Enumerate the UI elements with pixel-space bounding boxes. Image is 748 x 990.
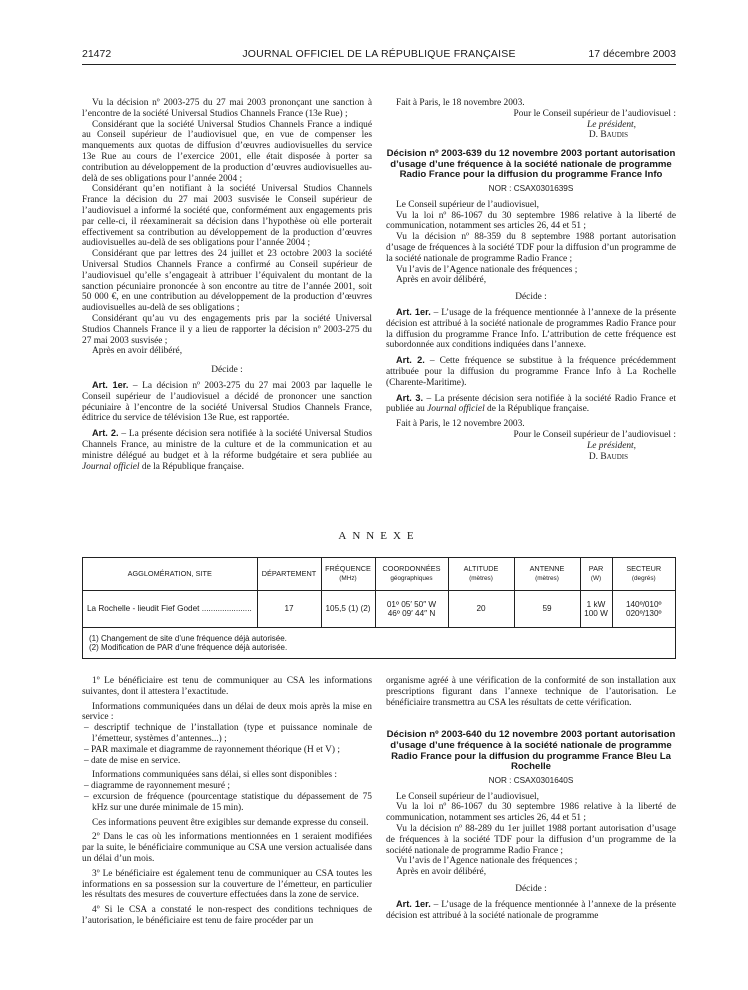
paragraph: Vu l’avis de l’Agence nationale des fréquences ;: [396, 264, 578, 275]
article-1: Art. 1er. – La décision nº 2003-275 du 27 mai 2003 par laquelle le Conseil supérieur de l’audiovisuel a décidé de prononcer une sanction pécuniaire à l’encontre de la société Universal Studios Channels France, éditrice du service de télévision 13e Rue, est rapportée.: [82, 379, 372, 424]
col-header-par: PAR (W): [580, 558, 612, 591]
right-column-top: [386, 98, 676, 462]
cell-site: La Rochelle - lieudit Fief Godet ......................: [83, 591, 257, 628]
article-1: Art. 1er. – L’usage de la fréquence mentionnée à l’annexe de la présente décision est attribué à la société nationale de programmes Radio France pour la diffusion du programme France Info. L’attribution de cette fréquence est subordonnée aux conditions indiquées dans l’annexe.: [386, 306, 676, 351]
president-title: Le président,: [587, 119, 636, 130]
article-label: Art. 2.: [396, 355, 425, 366]
page-number: 21472: [82, 48, 112, 60]
left-column-top: [82, 98, 372, 472]
article-label: Art. 1er.: [92, 379, 129, 390]
list-item: – descriptif technique de l’installation (type et puissance nominale de l’émetteur, systèmes d’antennes...) ;: [84, 723, 372, 744]
page-header: [82, 48, 676, 62]
cell-sect: 140º/010º 020º/130º: [625, 599, 662, 618]
paragraph: Vu l’avis de l’Agence nationale des fréquences ;: [396, 856, 578, 867]
paragraph: 1º Le bénéficiaire est tenu de communiquer au CSA les informations suivantes, dont il attestera l’exactitude.: [82, 676, 372, 697]
article-3: Art. 3. – La présente décision sera notifiée à la société Radio France et publiée au Journal officiel de la République française.: [386, 392, 676, 415]
paragraph: Considérant que la société Universal Studios Channels France a indiqué au Conseil supérieur de l’audiovisuel que, en vue de compenser les manquements aux quotas de diffusion d’œuvres audiovisuelles du service 13e Rue au cours de l’exercice 2001, elle était disposée à porter sa contribution au développement de la production d’œuvres audiovisuelles au-delà de ses obligations pour l’année 2004 ;: [82, 119, 372, 184]
paragraph: Le Conseil supérieur de l’audiovisuel,: [396, 791, 539, 802]
decide-heading: Décide :: [515, 883, 547, 894]
annexe-title: ANNEXE: [338, 530, 420, 542]
paragraph: Après en avoir délibéré,: [92, 346, 183, 357]
journal-title: JOURNAL OFFICIEL DE LA RÉPUBLIQUE FRANÇAISE: [242, 48, 516, 60]
article-1: Art. 1er. – L’usage de la fréquence mentionnée à l’annexe de la présente décision est attribué à la société nationale de programme: [386, 898, 676, 921]
table-header-row: [83, 558, 675, 591]
fait-a-paris: Fait à Paris, le 12 novembre 2003.: [396, 419, 525, 430]
nor-reference: NOR : CSAX0301640S: [488, 775, 574, 785]
signature-name: D. Baudis: [588, 130, 628, 141]
decision-title: Décision nº 2003-640 du 12 novembre 2003 portant autorisation d’usage d’une fréquence à la société nationale de programme Radio France pour la diffusion du programme France Bleu La Rochelle: [386, 729, 676, 773]
issue-date: 17 décembre 2003: [588, 48, 676, 60]
list-item: – PAR maximale et diagramme de rayonnement théorique (H et V) ;: [84, 744, 340, 755]
fait-a-paris: Fait à Paris, le 18 novembre 2003.: [396, 98, 525, 108]
decide-heading: Décide :: [515, 292, 547, 303]
cell-coord: 01º 05′ 50″ W 46º 09′ 44″ N: [375, 591, 448, 628]
cell-par: 1 kW 100 W: [580, 591, 612, 628]
paragraph: Vu la décision nº 88-359 du 8 septembre 1988 portant autorisation d’usage de fréquences à la société TDF pour la diffusion d’un programme de la société nationale de programme Radio France ;: [386, 232, 676, 264]
list-item: – excursion de fréquence (pourcentage statistique du dépassement de 75 kHz sur une durée minimale de 15 min).: [84, 791, 372, 813]
col-header-sect: SECTEUR (degrés): [612, 558, 675, 591]
paragraph: Après en avoir délibéré,: [396, 275, 487, 286]
left-column-bottom: [82, 676, 372, 927]
right-column-bottom: [386, 676, 676, 921]
article-2: Art. 2. – La présente décision sera notifiée à la société Universal Studios Channels France, au ministre de la culture et de la communication et au ministre délégué au budget et à la réforme budgétaire et sera publiée au Journal officiel de la République française.: [82, 428, 372, 472]
list-item: – diagramme de rayonnement mesuré ;: [84, 781, 231, 792]
paragraph: Après en avoir délibéré,: [396, 867, 487, 878]
article-label: Art. 3.: [396, 392, 424, 403]
paragraph: Informations communiquées dans un délai de deux mois après la mise en service :: [82, 701, 372, 723]
nor-reference: NOR : CSAX0301639S: [488, 183, 574, 193]
cell-ant: 59: [514, 591, 580, 628]
paragraph: Vu la décision nº 88-289 du 1er juillet 1988 portant autorisation d’usage de fréquences à la société TDF pour la diffusion d’un programme de la société nationale de programme Radio France ;: [386, 823, 676, 856]
decision-title: Décision nº 2003-639 du 12 novembre 2003 portant autorisation d’usage d’une fréquence à la société nationale de programme Radio France pour la diffusion du programme France Info: [386, 148, 676, 181]
paragraph: Considérant qu’au vu des engagements pris par la société Universal Studios Channels France il y a lieu de rapporter la décision nº 2003-275 du 27 mai 2003 susvisée ;: [82, 313, 372, 346]
col-header-ant: ANTENNE (mètres): [514, 558, 580, 591]
col-header-freq: FRÉQUENCE (MHz): [321, 558, 375, 591]
paragraph: Vu la loi nº 86-1067 du 30 septembre 1986 relative à la liberté de communication, notamment ses articles 26, 44 et 51 ;: [386, 210, 676, 232]
article-2: Art. 2. – Cette fréquence se substitue à la fréquence précédemment attribuée pour la diffusion du programme France Info à La Rochelle (Charente-Maritime).: [386, 355, 676, 388]
signature-name: D. Baudis: [588, 451, 628, 462]
col-header-coord: COORDONNÉES géographiques: [375, 558, 448, 591]
list-item: – date de mise en service.: [84, 755, 181, 766]
paragraph: Informations communiquées sans délai, si elles sont disponibles :: [92, 770, 338, 781]
paragraph: Le Conseil supérieur de l’audiovisuel,: [396, 199, 539, 210]
paragraph: 4º Si le CSA a constaté le non-respect des conditions techniques de l’autorisation, le bénéficiaire est tenu de faire procéder par un: [82, 905, 372, 926]
annexe-table: [82, 557, 676, 659]
article-label: Art. 1er.: [396, 306, 431, 317]
article-label: Art. 2.: [92, 428, 119, 439]
paragraph: Considérant qu’en notifiant à la société Universal Studios Channels France la décision du 27 mai 2003 susvisée le Conseil supérieur de l’audiovisuel a informé la société que, conformément aux engagements pris par celle-ci, il réexaminerait sa décision dans l’hypothèse où elle porterait effectivement sa contribution au développement de la production d’œuvres audiovisuelles au-delà de ses obligations pour l’année 2004 ;: [82, 184, 372, 249]
paragraph: organisme agréé à une vérification de la conformité de son installation aux prescriptions figurant dans l’annexe technique de l’autorisation. Le bénéficiaire transmettra au CSA les résultats de cette vérification.: [386, 676, 676, 708]
signature-block-title: Pour le Conseil supérieur de l’audiovisuel :: [513, 108, 676, 119]
signature-block-title: Pour le Conseil supérieur de l’audiovisuel :: [513, 429, 676, 440]
decide-heading: Décide :: [211, 365, 243, 376]
col-header-alt: ALTITUDE (mètres): [448, 558, 514, 591]
paragraph: Vu la décision nº 2003-275 du 27 mai 2003 prononçant une sanction à l’encontre de la société Universal Studios Channels France (13e Rue) ;: [82, 98, 372, 119]
header-rule: [82, 64, 676, 65]
paragraph: Considérant que par lettres des 24 juillet et 23 octobre 2003 la société Universal Studios Channels France a confirmé au Conseil supérieur de l’audiovisuel qu’elle s’engageait à attribuer l’équivalent du montant de la sanction pécuniaire prononcée à son encontre au titre de l’année 2001, soit 50 000 €, en une contribution au développement de la production d’œuvres audiovisuelles au-delà de ses obligations ;: [82, 249, 372, 314]
paragraph: Vu la loi nº 86-1067 du 30 septembre 1986 relative à la liberté de communication, notamment ses articles 26, 44 et 51 ;: [386, 802, 676, 824]
cell-dept: 17: [257, 591, 321, 628]
article-label: Art. 1er.: [396, 898, 431, 909]
table-notes: [89, 634, 287, 653]
cell-alt: 20: [448, 591, 514, 628]
col-header-site: AGGLOMÉRATION, SITE: [83, 558, 257, 591]
note-1: (1) Changement de site d’une fréquence déjà autorisée.: [89, 634, 287, 643]
col-header-dept: DÉPARTEMENT: [257, 558, 321, 591]
table-row: [83, 591, 675, 628]
paragraph: 2º Dans le cas où les informations mentionnées en 1 seraient modifiées par la suite, le bénéficiaire communique au CSA une version actualisée dans un délai d’un mois.: [82, 832, 372, 864]
notes-divider: [83, 627, 675, 628]
president-title: Le président,: [587, 440, 636, 451]
paragraph: Ces informations peuvent être exigibles sur demande expresse du conseil.: [92, 817, 369, 828]
note-2: (2) Modification de PAR d’une fréquence déjà autorisée.: [89, 643, 288, 653]
cell-freq: 105,5 (1) (2): [321, 591, 375, 628]
paragraph: 3º Le bénéficiaire est également tenu de communiquer au CSA toutes les informations en sa possession sur la couverture de l’émetteur, en particulier les résultats des mesures de couverture effectuées dans la zone de service.: [82, 868, 372, 901]
